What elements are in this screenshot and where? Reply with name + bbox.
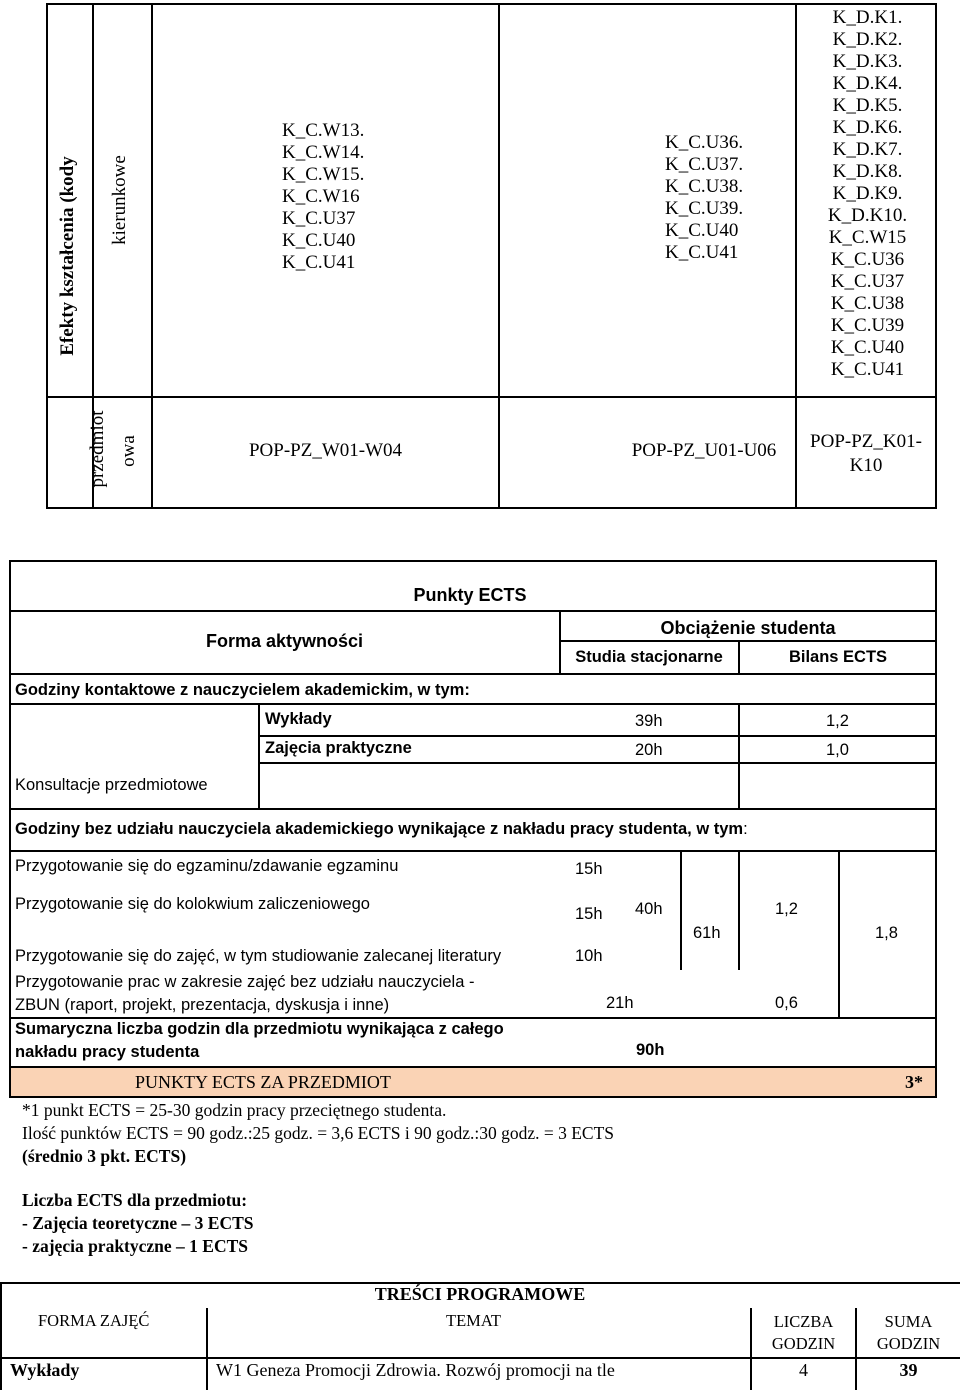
ects-breakdown: Liczba ECTS dla przedmiotu: - Zajęcia teoretyczne – 3 ECTS - zajęcia praktyczne – 1 ECTS [22, 1190, 254, 1256]
ects-title: Punkty ECTS [413, 585, 527, 605]
godziny-kontaktowe-label: Godziny kontaktowe z nauczycielem akademickim, w tym: [15, 681, 470, 699]
list-item: K_C.U40 [830, 337, 905, 358]
temat-header: TEMAT [446, 1311, 501, 1330]
w-outcome-code: POP-PZ_W01-W04 [248, 440, 403, 461]
zbun-hours: 21h [606, 994, 634, 1012]
tresci-title: TREŚCI PROGRAMOWE [374, 1284, 586, 1304]
list-item: K_C.U41 [665, 242, 739, 263]
list-item: K_D.K4. [832, 73, 903, 94]
bilans-ects-header: Bilans ECTS [788, 648, 888, 666]
subtotal-ects-12: 1,2 [775, 900, 798, 918]
kolokwium-label: Przygotowanie się do kolokwium zaliczeniowego [15, 895, 370, 913]
przedmiot-header: przedmiot [87, 410, 108, 488]
ects-total-label: PUNKTY ECTS ZA PRZEDMIOT [135, 1072, 391, 1092]
learning-outcomes-header: Efekty kształcenia (kody [57, 156, 78, 356]
forma-aktywnosci-header: Forma aktywności [206, 631, 364, 651]
u-codes-list [665, 132, 785, 264]
k-outcome-code: POP-PZ_K01- K10 [810, 431, 922, 476]
zajecia-praktyczne-label: Zajęcia praktyczne [265, 739, 412, 757]
row-temat: W1 Geneza Promocji Zdrowia. Rozwój promocji na tle [216, 1360, 615, 1380]
zbun-ects: 0,6 [775, 994, 798, 1012]
list-item: K_C.U36. [665, 132, 744, 153]
list-item: K_C.U38 [830, 293, 905, 314]
subtotal-40h: 40h [635, 900, 663, 918]
sumaryczna-label: Sumaryczna liczba godzin dla przedmiotu wynikająca z całego nakładu pracy studenta [15, 1020, 504, 1061]
row-suma: 39 [899, 1360, 918, 1380]
egzamin-hours: 15h [575, 860, 603, 878]
zajec-hours: 10h [575, 947, 603, 965]
list-item: K_C.U38. [665, 176, 744, 197]
subtotal-ects-18: 1,8 [875, 924, 898, 942]
studia-stacjonarne-header: Studia stacjonarne [575, 648, 723, 666]
k-codes-list [800, 7, 935, 381]
ects-total-value: 3* [905, 1072, 923, 1092]
list-item: K_D.K3. [832, 51, 903, 72]
list-item: K_C.W16 [282, 186, 360, 207]
wyklady-ects: 1,2 [826, 712, 849, 730]
list-item: K_C.U39. [665, 198, 744, 219]
list-item: K_C.U41 [282, 252, 356, 273]
list-item: K_C.U37. [665, 154, 744, 175]
subtotal-61h: 61h [693, 924, 721, 942]
list-item: K_D.K10. [827, 205, 908, 226]
u-outcome-code: POP-PZ_U01-U06 [631, 440, 777, 461]
zbun-label: Przygotowanie prac w zakresie zajęć bez udziału nauczyciela - ZBUN (raport, projekt, prezentacja, dyskusja i inne) [15, 973, 475, 1014]
ects-notes: *1 punkt ECTS = 25-30 godzin pracy przeciętnego studenta. Ilość punktów ECTS = 90 godz.:25 godz. = 3,6 ECTS i 90 godz.:30 godz. = 3 ECTS (średnio 3 pkt. ECTS) [22, 1100, 615, 1166]
egzamin-label: Przygotowanie się do egzaminu/zdawanie egzaminu [15, 857, 399, 875]
konsultacje-label: Konsultacje przedmiotowe [15, 776, 208, 794]
list-item: K_C.U40 [282, 230, 356, 251]
list-item: K_C.U37 [830, 271, 905, 292]
zajecia-ects: 1,0 [826, 741, 849, 759]
zajecia-hours: 20h [635, 741, 663, 759]
row-liczba: 4 [799, 1360, 808, 1380]
list-item: K_C.U41 [830, 359, 905, 380]
list-item: K_D.K2. [832, 29, 903, 50]
wyklady-label: Wykłady [265, 710, 332, 728]
list-item: K_C.W14. [282, 142, 365, 163]
liczba-godzin-header: LICZBA GODZIN [771, 1312, 836, 1353]
list-item: K_C.U37 [282, 208, 356, 229]
w-codes-list [282, 120, 482, 274]
owa-header: owa [118, 435, 139, 467]
forma-zajec-header: FORMA ZAJĘĆ [38, 1311, 150, 1330]
kierunkowe-header: kierunkowe [109, 155, 130, 245]
list-item: K_C.U36 [830, 249, 905, 270]
suma-godzin-header: SUMA GODZIN [876, 1312, 941, 1353]
obciazenie-header: Obciążenie studenta [660, 618, 836, 638]
list-item: K_C.W15. [282, 164, 365, 185]
list-item: K_C.W13. [282, 120, 365, 141]
list-item: K_D.K8. [832, 161, 903, 182]
list-item: K_C.U40 [665, 220, 739, 241]
bez-udzialu-label: Godziny bez udziału nauczyciela akademickiego wynikające z nakładu pracy studenta, w tym: [15, 820, 748, 838]
list-item: K_D.K5. [832, 95, 903, 116]
list-item: K_C.W15 [828, 227, 907, 248]
zajec-label: Przygotowanie się do zajęć, w tym studiowanie zalecanej literatury [15, 947, 502, 965]
list-item: K_D.K1. [832, 7, 903, 28]
kolokwium-hours: 15h [575, 905, 603, 923]
list-item: K_D.K9. [832, 183, 903, 204]
list-item: K_C.U39 [830, 315, 905, 336]
sumaryczna-hours: 90h [636, 1041, 665, 1059]
list-item: K_D.K7. [832, 139, 903, 160]
row-forma: Wykłady [10, 1360, 80, 1380]
list-item: K_D.K6. [832, 117, 903, 138]
wyklady-hours: 39h [635, 712, 663, 730]
